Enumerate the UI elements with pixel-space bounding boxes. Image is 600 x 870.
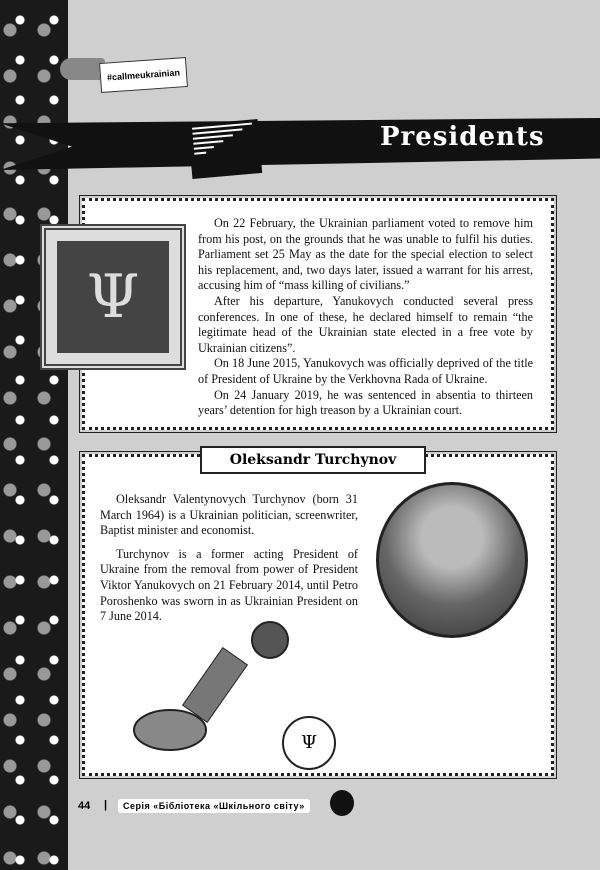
footer-separator: | xyxy=(104,799,108,811)
section-title: Presidents xyxy=(380,122,545,152)
presidential-seal-icon: Ψ xyxy=(282,716,336,770)
paragraph: On 24 January 2019, he was sentenced in absentia to thirteen years’ detention for high treason by a Ukrainian court. xyxy=(198,387,533,418)
hashtag-ribbon xyxy=(99,57,188,93)
box2-text xyxy=(100,492,358,633)
ukraine-trident-emblem xyxy=(40,224,186,370)
paragraph: On 22 February, the Ukrainian parliament voted to remove him from his post, on the grounds that he was unable to fulfil his duties. Parliament set 25 May as the date for the special election to select his replacement, and, two days later, issued a warrant for his arrest, accusing him of “mass killing of civilians.” xyxy=(198,216,533,293)
paragraph: Oleksandr Valentynovych Turchynov (born 31 March 1964) is a Ukrainian politician, screenwriter, Baptist minister and economist. xyxy=(100,492,358,538)
hashtag: #callmeukrainian xyxy=(106,67,181,83)
series-title: Серія «Бібліотека «Шкільного світу» xyxy=(118,799,310,813)
turchynov-portrait xyxy=(376,482,528,638)
apple-logo-icon xyxy=(330,790,354,816)
banner-fold xyxy=(188,119,262,179)
paragraph: After his departure, Yanukovych conducted several press conferences. In one of these, he declared himself to remain “the legitimate head of the Ukrainian state elected in a free vote by Ukrainian citizens”. xyxy=(198,293,533,355)
person-name-banner: Oleksandr Turchynov xyxy=(200,446,426,474)
box1-text xyxy=(198,216,533,419)
page-number: 44 xyxy=(78,800,91,812)
presidential-seal-stamp-illustration xyxy=(130,620,300,760)
pointing-hand-illustration xyxy=(60,58,105,80)
trident-icon: Ψ xyxy=(57,241,169,353)
paragraph: On 18 June 2015, Yanukovych was officially deprived of the title of President of Ukraine by the Verkhovna Rada of Ukraine. xyxy=(198,356,533,386)
paragraph: Turchynov is a former acting President of Ukraine from the removal from power of President Viktor Yanukovych on 21 February 2014, until Petro Poroshenko was sworn in as Ukrainian President on 7 June 2014. xyxy=(100,546,358,624)
